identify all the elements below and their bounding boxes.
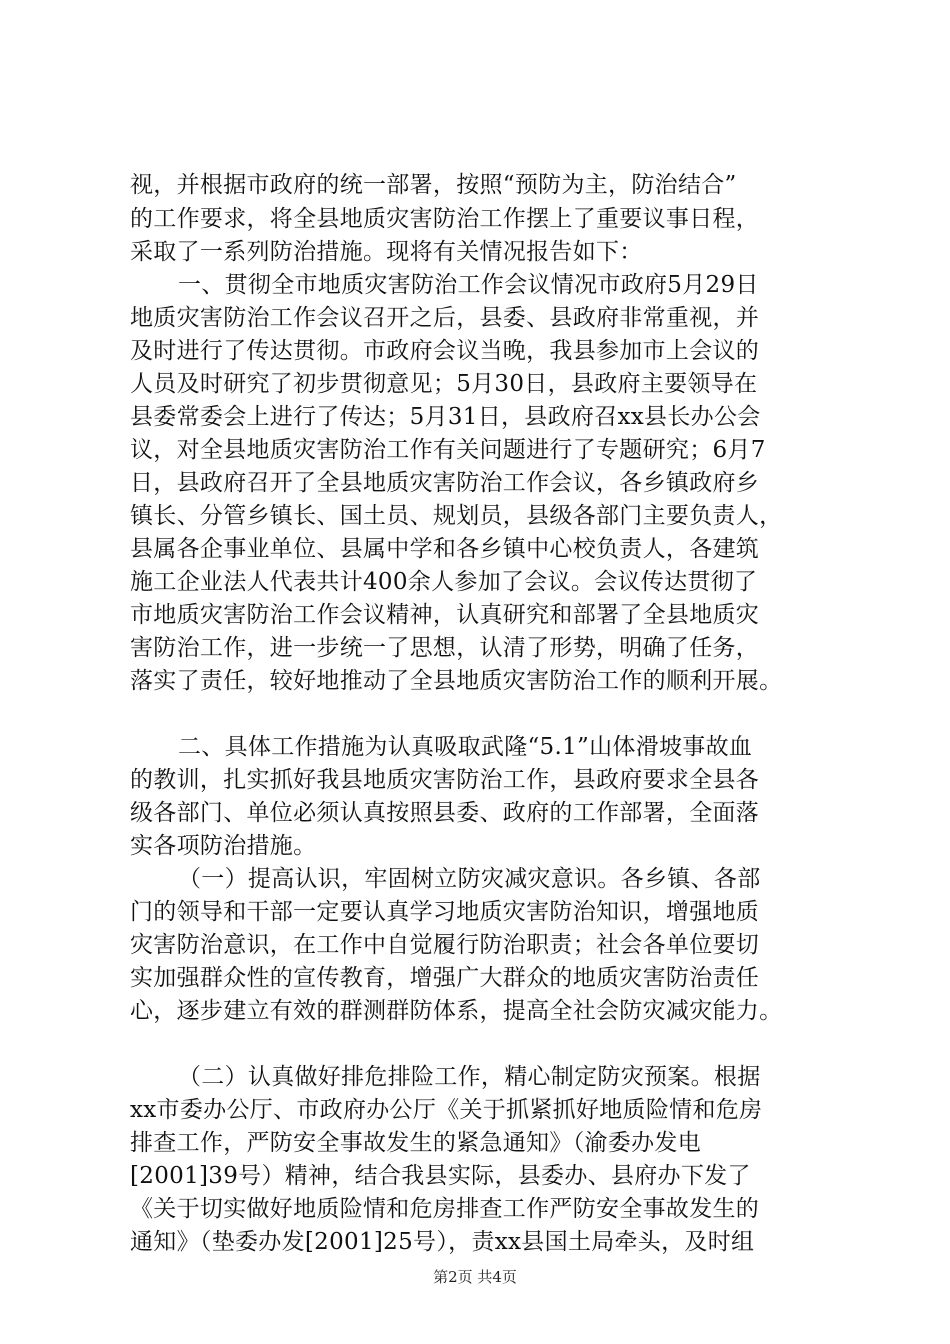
text-line: 二、具体工作措施为认真吸取武隆“5.1”山体滑坡事故血 bbox=[178, 734, 753, 760]
text-line: （二）认真做好排危排险工作，精心制定防灾预案。根据 bbox=[178, 1064, 761, 1090]
text-line: 通知》（垫委办发[2001]25号），责xx县国土局牵头，及时组 bbox=[130, 1229, 755, 1255]
text-line: 级各部门、单位必须认真按照县委、政府的工作部署，全面落 bbox=[130, 800, 760, 826]
text-line: （一）提高认识，牢固树立防灾减灾意识。各乡镇、各部 bbox=[178, 866, 761, 892]
text-line: 视，并根据市政府的统一部署，按照“预防为主，防治结合” bbox=[130, 172, 737, 198]
text-line: 地质灾害防治工作会议召开之后，县委、县政府非常重视，并 bbox=[130, 305, 760, 331]
text-line: 人员及时研究了初步贯彻意见；5月30日，县政府主要领导在 bbox=[130, 371, 758, 397]
text-line: 施工企业法人代表共计400余人参加了会议。会议传达贯彻了 bbox=[130, 569, 758, 595]
text-line: 的工作要求，将全县地质灾害防治工作摆上了重要议事日程， bbox=[130, 206, 760, 232]
text-line: 一、贯彻全市地质灾害防治工作会议情况市政府5月29日 bbox=[178, 272, 759, 298]
text-line: 市地质灾害防治工作会议精神，认真研究和部署了全县地质灾 bbox=[130, 602, 760, 628]
text-line: 排查工作，严防安全事故发生的紧急通知》（渝委办发电 bbox=[130, 1130, 701, 1156]
text-line: 实加强群众性的宣传教育，增强广大群众的地质灾害防治责任 bbox=[130, 965, 760, 991]
text-line: 《关于切实做好地质险情和危房排查工作严防安全事故发生的 bbox=[130, 1196, 760, 1222]
text-line: 县属各企事业单位、县属中学和各乡镇中心校负责人，各建筑 bbox=[130, 536, 760, 562]
page-footer: 第2页 共4页 bbox=[433, 1268, 517, 1286]
text-line: 日，县政府召开了全县地质灾害防治工作会议，各乡镇政府乡 bbox=[130, 470, 760, 496]
text-line: 镇长、分管乡镇长、国土员、规划员，县级各部门主要负责人， bbox=[130, 503, 783, 529]
text-line: 害防治工作，进一步统一了思想，认清了形势，明确了任务， bbox=[130, 635, 760, 661]
text-line: 及时进行了传达贯彻。市政府会议当晚，我县参加市上会议的 bbox=[130, 338, 760, 364]
text-line: 落实了责任，较好地推动了全县地质灾害防治工作的顺利开展。 bbox=[130, 668, 783, 694]
text-line: xx市委办公厅、市政府办公厅《关于抓紧抓好地质险情和危房 bbox=[130, 1097, 763, 1123]
text-line: 心，逐步建立有效的群测群防体系，提高全社会防灾减灾能力。 bbox=[130, 998, 783, 1024]
text-line: 的教训，扎实抓好我县地质灾害防治工作，县政府要求全县各 bbox=[130, 767, 760, 793]
text-line: 实各项防治措施。 bbox=[130, 833, 317, 859]
text-line: 门的领导和干部一定要认真学习地质灾害防治知识，增强地质 bbox=[130, 899, 760, 925]
text-line: 采取了一系列防治措施。现将有关情况报告如下： bbox=[130, 239, 643, 265]
text-line: 议，对全县地质灾害防治工作有关问题进行了专题研究；6月7 bbox=[130, 437, 766, 463]
text-line: [2001]39号）精神，结合我县实际，县委办、县府办下发了 bbox=[130, 1163, 751, 1189]
text-line: 县委常委会上进行了传达；5月31日，县政府召xx县长办公会 bbox=[130, 404, 761, 430]
text-line: 灾害防治意识，在工作中自觉履行防治职责；社会各单位要切 bbox=[130, 932, 760, 958]
